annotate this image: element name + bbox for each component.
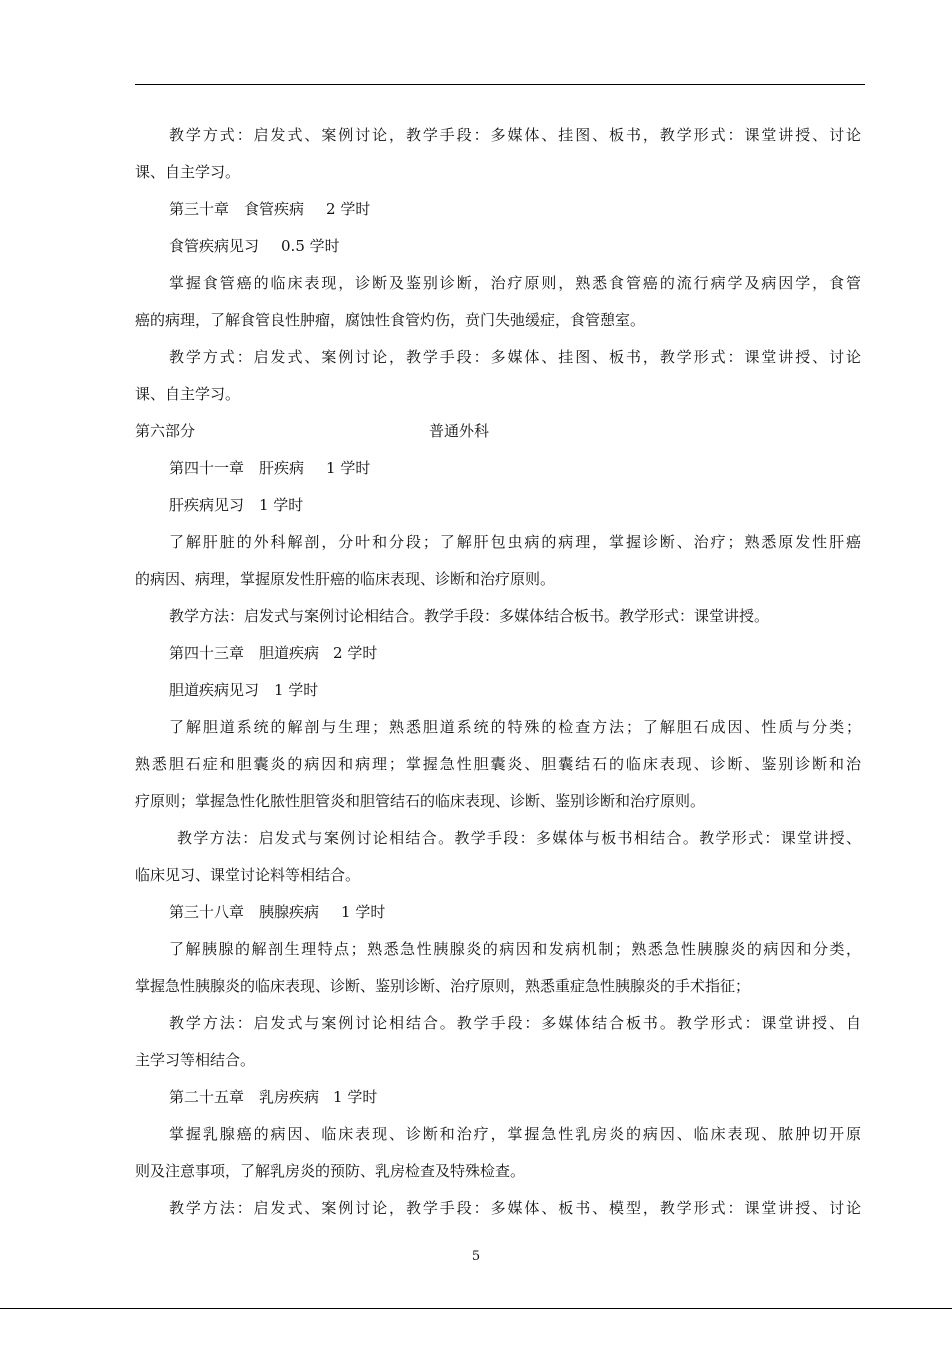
paragraph-line: 了解肝脏的外科解剖，分叶和分段；了解肝包虫病的病理，掌握诊断、治疗；熟悉原发性肝癌 xyxy=(169,533,861,551)
paragraph-line: 熟悉胆石症和胆囊炎的病因和病理；掌握急性胆囊炎、胆囊结石的临床表现、诊断、鉴别诊断和治 xyxy=(135,755,861,773)
paragraph-line: 教学方式：启发式、案例讨论，教学手段：多媒体、挂图、板书，教学形式：课堂讲授、讨论 xyxy=(169,348,861,366)
practice-title: 食管疾病见习 xyxy=(169,237,260,255)
paragraph-line: 课、自主学习。 xyxy=(135,163,241,181)
chapter-title: 第三十章 食管疾病 xyxy=(169,200,305,218)
chapter-hours: 1 学时 xyxy=(333,1088,378,1106)
chapter-heading xyxy=(135,640,861,677)
chapter-hours: 1 学时 xyxy=(341,903,386,921)
paragraph-line: 疗原则；掌握急性化脓性胆管炎和胆管结石的临床表现、诊断、鉴别诊断和治疗原则。 xyxy=(135,792,706,810)
chapter-hours: 2 学时 xyxy=(333,644,378,662)
part-label: 第六部分 xyxy=(135,422,196,440)
page-body xyxy=(135,122,861,1232)
chapter-heading xyxy=(135,196,861,233)
paragraph-line: 掌握急性胰腺炎的临床表现、诊断、鉴别诊断、治疗原则，熟悉重症急性胰腺炎的手术指征； xyxy=(135,977,751,995)
paragraph-line: 临床见习、课堂讨论料等相结合。 xyxy=(135,866,361,884)
paragraph-line: 主学习等相结合。 xyxy=(135,1051,256,1069)
paragraph-line: 了解胰腺的解剖生理特点；熟悉急性胰腺炎的病因和发病机制；熟悉急性胰腺炎的病因和分类， xyxy=(169,940,861,958)
paragraph-line: 课、自主学习。 xyxy=(135,385,241,403)
paragraph-line: 掌握乳腺癌的病因、临床表现、诊断和治疗，掌握急性乳房炎的病因、临床表现、脓肿切开原 xyxy=(169,1125,861,1143)
part-title: 普通外科 xyxy=(429,422,490,440)
chapter-hours: 2 学时 xyxy=(326,200,371,218)
paragraph-line: 的病因、病理，掌握原发性肝癌的临床表现、诊断和治疗原则。 xyxy=(135,570,556,588)
page-number: 5 xyxy=(471,1249,481,1264)
practice-heading: 肝疾病见习 1 学时 xyxy=(169,496,304,514)
paragraph-line: 教学方法：启发式与案例讨论相结合。教学手段：多媒体结合板书。教学形式：课堂讲授。 xyxy=(169,607,770,625)
practice-heading xyxy=(135,233,861,270)
paragraph-line: 癌的病理，了解食管良性肿瘤，腐蚀性食管灼伤，贲门失弛缓症，食管憩室。 xyxy=(135,311,646,329)
paragraph-line: 教学方法：启发式与案例讨论相结合。教学手段：多媒体与板书相结合。教学形式：课堂讲授、 xyxy=(177,829,861,847)
chapter-heading xyxy=(135,1084,861,1121)
paragraph-line: 教学方式：启发式、案例讨论，教学手段：多媒体、挂图、板书，教学形式：课堂讲授、讨论 xyxy=(169,126,861,144)
practice-heading: 胆道疾病见习 1 学时 xyxy=(169,681,319,699)
chapter-title: 第三十八章 胰腺疾病 xyxy=(169,903,320,921)
paragraph-line: 教学方法：启发式、案例讨论，教学手段：多媒体、板书、模型，教学形式：课堂讲授、讨论 xyxy=(169,1199,861,1217)
chapter-heading xyxy=(135,899,861,936)
chapter-title: 第二十五章 乳房疾病 xyxy=(169,1088,320,1106)
header-rule xyxy=(135,84,865,85)
chapter-title: 第四十一章 肝疾病 xyxy=(169,459,305,477)
footer-rule xyxy=(0,1308,952,1309)
paragraph-line: 掌握食管癌的临床表现，诊断及鉴别诊断，治疗原则，熟悉食管癌的流行病学及病因学，食管 xyxy=(169,274,861,292)
paragraph-line: 了解胆道系统的解剖与生理；熟悉胆道系统的特殊的检查方法；了解胆石成因、性质与分类； xyxy=(169,718,861,736)
practice-hours: 0.5 学时 xyxy=(281,237,340,255)
chapter-hours: 1 学时 xyxy=(326,459,371,477)
paragraph-line: 则及注意事项，了解乳房炎的预防、乳房检查及特殊检查。 xyxy=(135,1162,526,1180)
chapter-title: 第四十三章 胆道疾病 xyxy=(169,644,320,662)
part-heading xyxy=(135,418,861,455)
chapter-heading xyxy=(135,455,861,492)
paragraph-line: 教学方法：启发式与案例讨论相结合。教学手段：多媒体结合板书。教学形式：课堂讲授、自 xyxy=(169,1014,861,1032)
